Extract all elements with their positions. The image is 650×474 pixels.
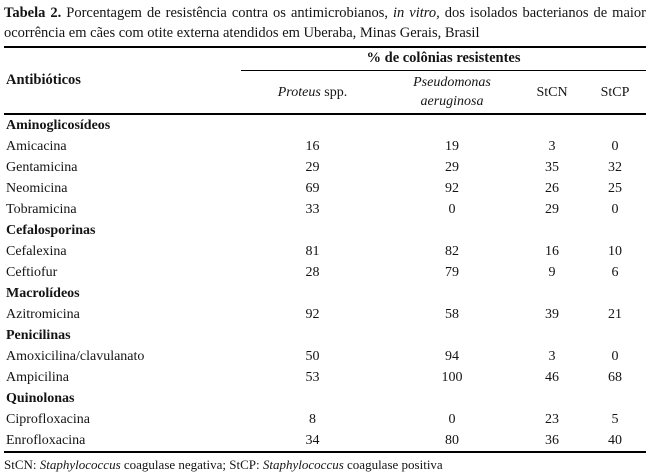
footnote-text-1: StCN: <box>4 457 40 472</box>
resistance-table <box>4 46 646 453</box>
category-row: Quinolonas <box>6 391 75 406</box>
caption-label: Tabela 2. <box>4 5 62 21</box>
table-row: Tobramicina 33 0 29 0 <box>6 202 619 217</box>
table-body <box>4 114 646 452</box>
table-row: Amicacina 16 19 3 0 <box>6 139 619 154</box>
column-header-stcp: StCP <box>600 84 630 100</box>
table-row: Gentamicina 29 29 35 32 <box>6 160 622 175</box>
caption-italic-in-vitro: in vitro, <box>393 5 440 21</box>
column-header-antibiotics: Antibióticos <box>6 72 81 88</box>
footnote-italic-2: Staphylococcus <box>262 457 344 472</box>
category-row: Cefalosporinas <box>6 223 96 238</box>
column-header-pseudomonas: Pseudomonas aeruginosa <box>413 75 491 109</box>
table-row: Ampicilina 53 100 46 68 <box>6 370 622 385</box>
table-header <box>4 47 646 114</box>
footnote-text-3: coagulase positiva <box>343 457 443 472</box>
category-row: Penicilinas <box>6 328 71 343</box>
table-row: Cefalexina 81 82 16 10 <box>6 244 622 259</box>
column-header-stcn: StCN <box>536 84 568 100</box>
column-group-header: % de colônias resistentes <box>241 47 646 71</box>
table-row: Azitromicina 92 58 39 21 <box>6 307 622 322</box>
table-row: Ciprofloxacina 8 0 23 5 <box>6 412 619 427</box>
footnote-text-2: coagulase negativa; StCP: <box>120 457 263 472</box>
table-row: Neomicina 69 92 26 25 <box>6 181 622 196</box>
caption-text-1: Porcentagem de resistência contra os antimicrobianos, <box>61 5 394 21</box>
table-caption <box>4 4 646 43</box>
category-row: Macrolídeos <box>6 286 80 301</box>
column-header-proteus: Proteus spp. <box>277 84 348 100</box>
caption-text-2: dos isolados bacterianos de maior ocorrência em cães com otite externa atendidos em Uberaba, Minas Gerais, Brasil <box>4 5 646 41</box>
table-row: Enrofloxacina 34 80 36 40 <box>6 433 622 448</box>
category-row: Aminoglicosídeos <box>6 118 111 133</box>
table-row: Amoxicilina/clavulanato 50 94 3 0 <box>6 349 619 364</box>
table-footnote <box>4 456 646 473</box>
footnote-italic-1: Staphylococcus <box>39 457 121 472</box>
table-row: Ceftiofur 28 79 9 6 <box>6 265 619 280</box>
